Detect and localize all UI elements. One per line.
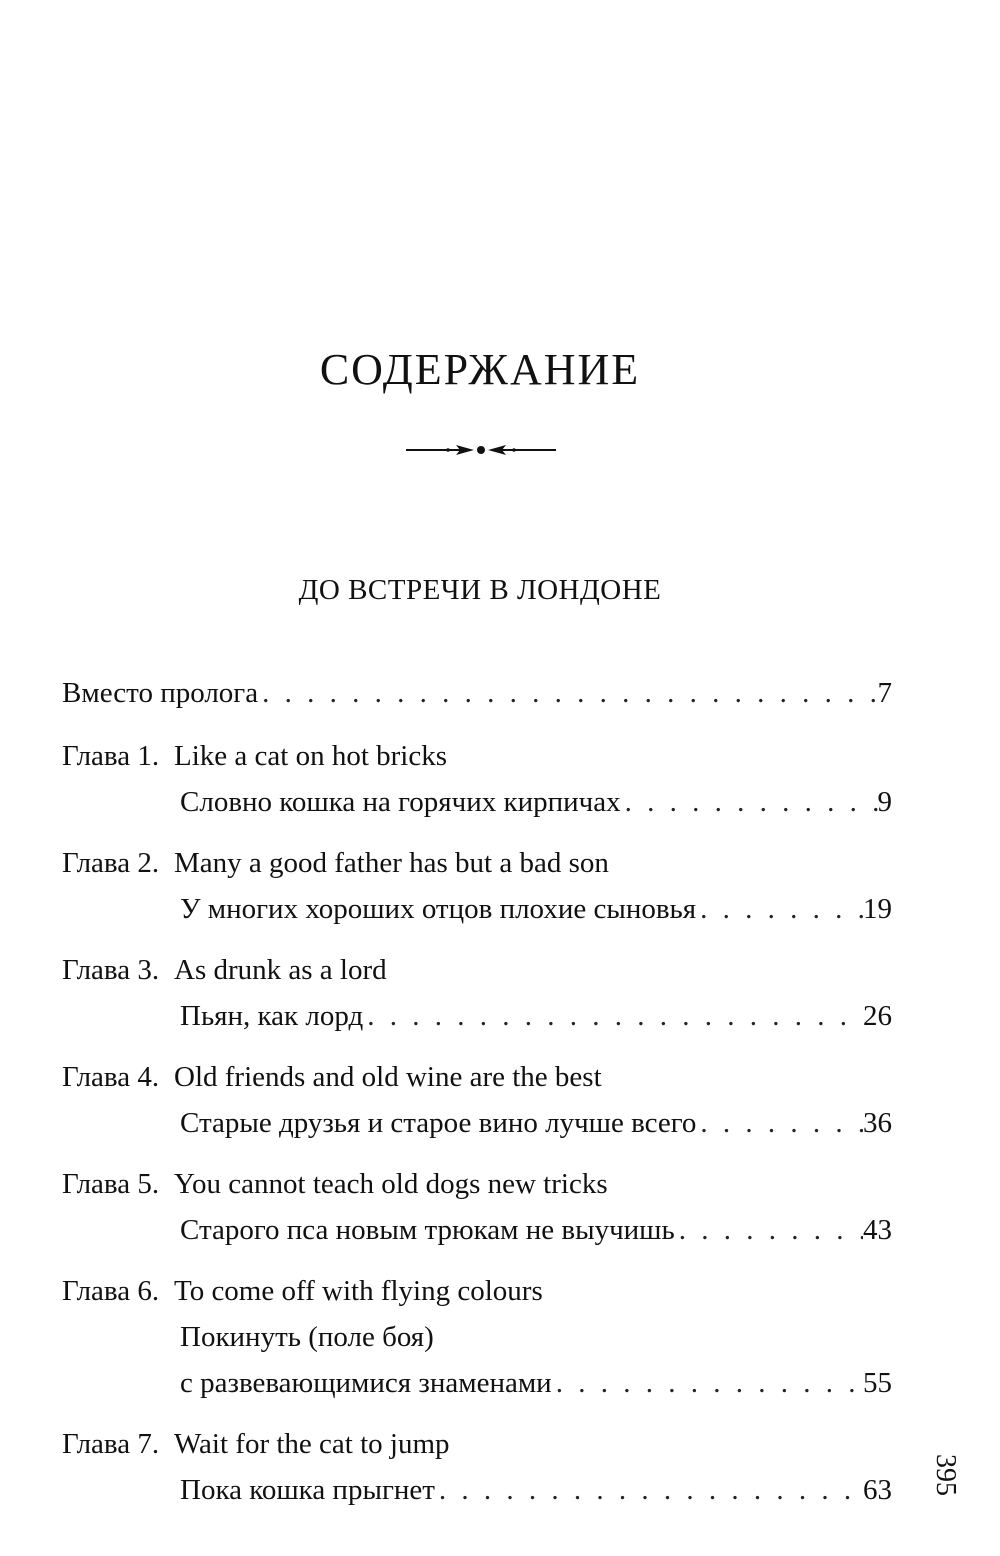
dot-leader xyxy=(621,782,878,822)
chapter-title-ru-line1: Покинуть (поле боя) xyxy=(180,1321,434,1353)
chapter-label: Глава 6. xyxy=(62,1275,160,1307)
chapter-title-ru: У многих хороших отцов плохие сыновья xyxy=(180,893,697,925)
dot-leader xyxy=(675,1210,863,1250)
toc-page-number: 9 xyxy=(877,786,892,818)
chapter-label: Глава 5. xyxy=(62,1168,160,1200)
toc-page-number: 55 xyxy=(863,1367,892,1399)
chapter-label: Глава 3. xyxy=(62,954,160,986)
dot-leader xyxy=(363,996,863,1036)
folio-page-number: 395 xyxy=(930,1454,961,1496)
chapter-title-en: Wait for the cat to jump xyxy=(174,1428,450,1460)
chapter-title-ru: Пьян, как лорд xyxy=(180,1000,364,1032)
toc-chapter-7-heading[interactable] xyxy=(62,1424,450,1464)
dot-leader xyxy=(696,1103,863,1143)
toc-chapter-2-entry[interactable] xyxy=(180,889,892,929)
section-title: ДО ВСТРЕЧИ В ЛОНДОНЕ xyxy=(298,574,662,606)
chapter-label: Глава 1. xyxy=(62,740,160,772)
toc-page-number: 19 xyxy=(863,893,892,925)
chapter-title-ru: Старого пса новым трюкам не выучишь xyxy=(180,1214,675,1246)
chapter-title-en: As drunk as a lord xyxy=(174,954,387,986)
toc-chapter-6-subtitle xyxy=(180,1317,434,1357)
toc-chapter-5-entry[interactable] xyxy=(180,1210,892,1250)
toc-page-number: 63 xyxy=(863,1474,892,1506)
toc-page-number: 43 xyxy=(863,1214,892,1246)
dot-leader xyxy=(258,673,877,713)
toc-chapter-1-entry[interactable] xyxy=(180,782,892,822)
toc-page-number: 7 xyxy=(877,677,892,709)
chapter-title-en: You cannot teach old dogs new tricks xyxy=(174,1168,608,1200)
chapter-title-ru: Пока кошка прыгнет xyxy=(180,1474,435,1506)
toc-chapter-1-heading[interactable] xyxy=(62,736,447,776)
toc-chapter-5-heading[interactable] xyxy=(62,1164,608,1204)
chapter-label: Глава 2. xyxy=(62,847,160,879)
chapter-title-en: Many a good father has but a bad son xyxy=(174,847,609,879)
toc-chapter-6-entry[interactable] xyxy=(180,1363,892,1403)
chapter-title-ru: Старые друзья и старое вино лучше всего xyxy=(180,1107,697,1139)
chapter-label: Глава 7. xyxy=(62,1428,160,1460)
toc-entry-label: Вместо пролога xyxy=(62,677,259,709)
toc-page-number: 36 xyxy=(863,1107,892,1139)
toc-chapter-6-heading[interactable] xyxy=(62,1271,543,1311)
ornament-divider xyxy=(404,438,558,462)
toc-chapter-7-entry[interactable] xyxy=(180,1470,892,1510)
toc-chapter-2-heading[interactable] xyxy=(62,843,609,883)
toc-entry-prologue[interactable] xyxy=(62,673,892,713)
chapter-title-en: Like a cat on hot bricks xyxy=(174,740,447,772)
dot-leader xyxy=(435,1470,863,1510)
dot-leader xyxy=(696,889,863,929)
page-title: СОДЕРЖАНИЕ xyxy=(319,345,641,394)
chapter-label: Глава 4. xyxy=(62,1061,160,1093)
dot-leader xyxy=(552,1363,863,1403)
toc-chapter-4-heading[interactable] xyxy=(62,1057,602,1097)
toc-chapter-4-entry[interactable] xyxy=(180,1103,892,1143)
chapter-title-en: Old friends and old wine are the best xyxy=(174,1061,602,1093)
chapter-title-en: To come off with flying colours xyxy=(174,1275,543,1307)
chapter-title-ru-line2: с развевающимися знаменами xyxy=(180,1367,552,1399)
toc-chapter-3-heading[interactable] xyxy=(62,950,387,990)
toc-chapter-3-entry[interactable] xyxy=(180,996,892,1036)
chapter-title-ru: Словно кошка на горячих кирпичах xyxy=(180,786,621,818)
toc-page-number: 26 xyxy=(863,1000,892,1032)
